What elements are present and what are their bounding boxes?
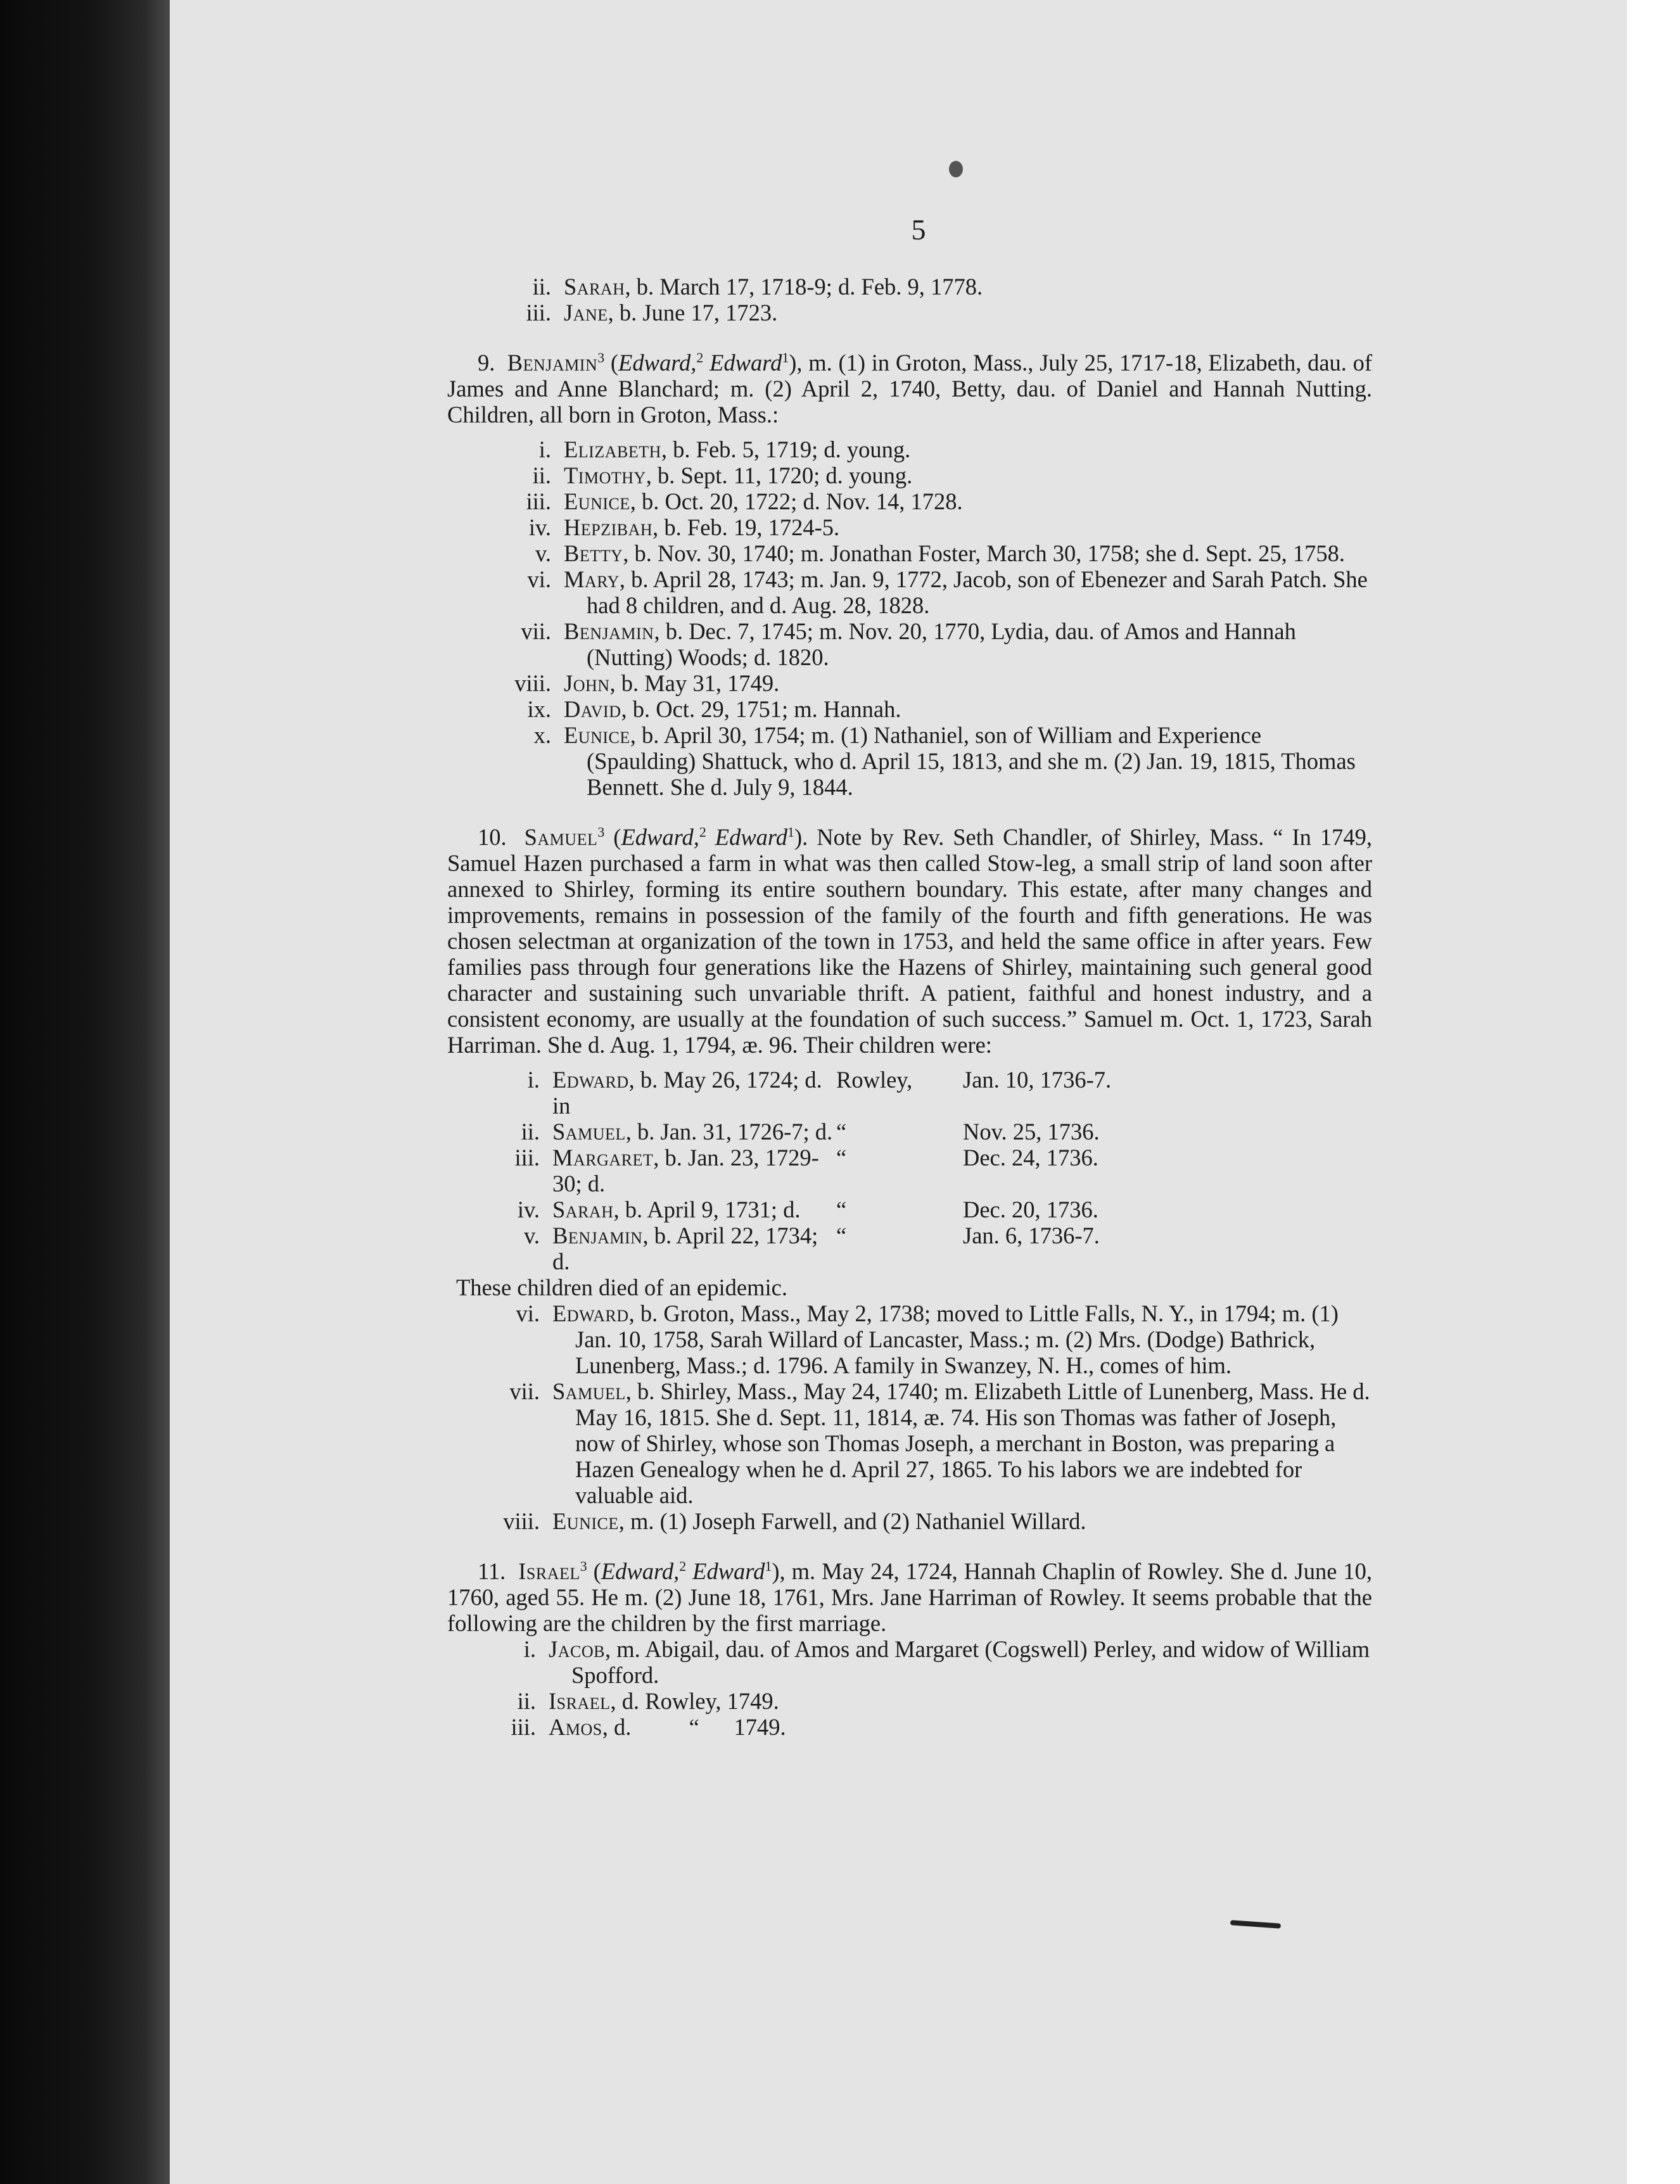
- child-name: Benjamin: [552, 1222, 643, 1248]
- child-details: , b. Sept. 11, 1720; d. young.: [646, 462, 913, 488]
- child-details: , b. April 30, 1754; m. (1) Nathaniel, son of William and Experience (Spaulding) Shattuck, who d. April 15, 1813, and she m. (2) Jan. 19, 1815, Thomas Bennett. She d. July 9, 1844.: [587, 722, 1356, 800]
- item-number: i.: [538, 436, 551, 462]
- page-number: 5: [911, 213, 926, 246]
- item-number: x.: [533, 722, 551, 748]
- child-name: John: [564, 670, 610, 696]
- item-number: ii.: [532, 274, 551, 300]
- list-item: [447, 696, 1372, 722]
- death-date: Nov. 25, 1736.: [963, 1119, 1100, 1145]
- child-details: , b. May 31, 1749.: [609, 670, 780, 696]
- child-birth: , b. Jan. 31, 1726-7; d.: [625, 1119, 833, 1145]
- child-details: , d. Rowley, 1749.: [610, 1688, 779, 1714]
- item-number: i.: [523, 1636, 536, 1662]
- entry-text: ), m. May 24, 1724, Hannah Chaplin of Rowley. She d. June 10, 1760, aged 55. He m. (2) June 18, 1761, Mrs. Jane Harriman of Rowley. It seems probable that the following are the children by the first marriage.: [447, 1558, 1373, 1636]
- child-details: , b. Nov. 30, 1740; m. Jonathan Foster, March 30, 1758; she d. Sept. 25, 1758.: [623, 540, 1346, 566]
- child-name: Jacob: [549, 1636, 605, 1662]
- item-number: v.: [535, 540, 551, 566]
- item-number: i.: [527, 1067, 540, 1093]
- item-number: ii.: [521, 1119, 540, 1145]
- child-details: , d. “ 1749.: [602, 1714, 786, 1740]
- entry-number: 10.: [478, 824, 507, 850]
- child-details: , b. Oct. 29, 1751; m. Hannah.: [621, 696, 901, 722]
- child-name: Edward: [552, 1067, 629, 1093]
- child-details: , b. June 17, 1723.: [608, 300, 778, 326]
- child-details: , b. Oct. 20, 1722; d. Nov. 14, 1728.: [630, 488, 963, 514]
- scan-white-margin: [1627, 0, 1680, 2184]
- item-number: viii.: [514, 670, 551, 696]
- list-item: [447, 274, 1372, 300]
- entry-11-paragraph: 11. Israel$^3$ (Edward,$^2$ Edward$^1$), m. May 24, 1724, Hannah Chaplin of Rowley. She d. June 10, 1760, aged 55. He m. (2) June 18, 1761, Mrs. Jane Harriman of Rowley. It seems probable that the following are the children by the first marriage.: [447, 1558, 1373, 1636]
- item-number: iii.: [526, 488, 551, 514]
- item-number: vii.: [509, 1378, 540, 1404]
- death-place: “: [836, 1119, 847, 1145]
- child-details: , m. Abigail, dau. of Amos and Margaret (Cogswell) Perley, and widow of William Spofford.: [571, 1636, 1370, 1688]
- epidemic-note: These children died of an epidemic.: [456, 1274, 787, 1300]
- list-item: [447, 436, 1372, 462]
- epidemic-row: [447, 1067, 1372, 1119]
- epidemic-row: [447, 1197, 1372, 1222]
- death-date: Jan. 6, 1736-7.: [963, 1222, 1100, 1248]
- item-number: iii.: [514, 1145, 540, 1171]
- entry-name: Israel: [518, 1558, 580, 1584]
- child-name: Timothy: [564, 462, 646, 488]
- item-number: vii.: [521, 618, 551, 644]
- list-item: [447, 514, 1372, 540]
- list-item: [447, 540, 1372, 566]
- entry-name: Samuel: [524, 824, 598, 850]
- child-birth: , b. May 26, 1724; d. in: [552, 1067, 822, 1119]
- child-details: , b. March 17, 1718-9; d. Feb. 9, 1778.: [625, 274, 983, 300]
- death-date: Dec. 20, 1736.: [963, 1197, 1098, 1222]
- child-name: Betty: [564, 540, 623, 566]
- list-item: [447, 1688, 1372, 1714]
- list-item: [447, 1508, 1372, 1534]
- entry-10-paragraph: 10. Samuel$^3$ (Edward,$^2$ Edward$^1$). Note by Rev. Seth Chandler, of Shirley, Mass. “ In 1749, Samuel Hazen purchased a farm in what was then called Stow-leg, a small strip of land soon after annexed to Shirley, forming its entire southern boundary. This estate, after many changes and improvements, remains in possession of the family of the fourth and fifth generations. He was chosen selectman at organization of the town in 1753, and held the same office in after years. Few families pass through four generations like the Hazens of Shirley, maintaining such general good character and sustaining such unvariable thrift. A patient, faithful and honest industry, and a consistent economy, are usually at the foundation of such success.” Samuel m. Oct. 1, 1723, Sarah Harriman. She d. Aug. 1, 1794, æ. 96. Their children were:: [447, 823, 1373, 1058]
- child-name: Benjamin: [564, 618, 654, 644]
- entry-number: 11.: [478, 1558, 506, 1584]
- death-place: “: [836, 1197, 847, 1222]
- grandfather-name: Edward: [692, 1558, 765, 1584]
- death-place: “: [836, 1222, 847, 1248]
- item-number: iii.: [511, 1714, 536, 1740]
- item-number: iv.: [517, 1197, 540, 1222]
- child-name: Eunice: [552, 1508, 619, 1534]
- death-date: Jan. 10, 1736-7.: [963, 1067, 1112, 1093]
- child-name: Amos: [549, 1714, 602, 1740]
- child-name: Eunice: [564, 722, 630, 748]
- child-name: Israel: [549, 1688, 611, 1714]
- child-name: Hepzibah: [564, 514, 653, 540]
- child-details: , m. (1) Joseph Farwell, and (2) Nathaniel Willard.: [618, 1508, 1086, 1534]
- scan-dark-margin: [0, 0, 170, 2184]
- generation-mark: 2: [696, 349, 704, 365]
- generation-mark: 3: [597, 349, 605, 365]
- page-text: [447, 274, 1372, 1740]
- epidemic-row: [447, 1145, 1372, 1197]
- death-place: “: [836, 1145, 847, 1171]
- item-number: vi.: [527, 566, 551, 592]
- generation-mark: 3: [597, 823, 605, 840]
- list-item: [447, 722, 1372, 800]
- child-name: Elizabeth: [564, 436, 661, 462]
- child-name: Sarah: [564, 274, 625, 300]
- item-number: iii.: [526, 300, 551, 326]
- generation-mark: 3: [580, 1558, 587, 1574]
- child-name: David: [564, 696, 621, 722]
- child-name: Jane: [564, 300, 608, 326]
- epidemic-row: [447, 1119, 1372, 1145]
- entry-number: 9.: [478, 350, 495, 376]
- child-name: Edward: [552, 1300, 629, 1326]
- child-birth: , b. April 9, 1731; d.: [613, 1197, 801, 1222]
- generation-mark: 1: [787, 823, 794, 840]
- entry-name: Benjamin: [507, 350, 598, 376]
- child-details: , b. Feb. 19, 1724-5.: [652, 514, 840, 540]
- item-number: ii.: [532, 462, 551, 488]
- child-name: Sarah: [552, 1197, 614, 1222]
- child-name: Eunice: [564, 488, 630, 514]
- child-name: Mary: [564, 566, 620, 592]
- list-item: [447, 618, 1372, 670]
- item-number: viii.: [503, 1508, 540, 1534]
- generation-mark: 1: [782, 349, 789, 365]
- child-details: , b. April 28, 1743; m. Jan. 9, 1772, Jacob, son of Ebenezer and Sarah Patch. She had 8 children, and d. Aug. 28, 1828.: [587, 566, 1368, 618]
- father-name: Edward,: [601, 1558, 680, 1584]
- child-name: Samuel: [552, 1119, 626, 1145]
- item-number: iv.: [528, 514, 551, 540]
- grandfather-name: Edward: [710, 350, 782, 376]
- child-name: Samuel: [552, 1378, 626, 1404]
- death-date: Dec. 24, 1736.: [963, 1145, 1098, 1171]
- list-item: [447, 1636, 1372, 1688]
- generation-mark: 2: [699, 823, 706, 840]
- grandfather-name: Edward: [715, 824, 788, 850]
- child-details: , b. Groton, Mass., May 2, 1738; moved to Little Falls, N. Y., in 1794; m. (1) Jan. 10, 1758, Sarah Willard of Lancaster, Mass.; m. (2) Mrs. (Dodge) Bathrick, Lunenberg, Mass.; d. 1796. A family in Swanzey, N. H., comes of him.: [575, 1300, 1339, 1378]
- list-item: [447, 1300, 1372, 1378]
- child-details: , b. Dec. 7, 1745; m. Nov. 20, 1770, Lydia, dau. of Amos and Hannah (Nutting) Woods; d. 1820.: [587, 618, 1296, 670]
- item-number: v.: [523, 1222, 540, 1248]
- list-item: [447, 488, 1372, 514]
- entry-text: ), m. (1) in Groton, Mass., July 25, 1717-18, Elizabeth, dau. of James and Anne Blanchard; m. (2) April 2, 1740, Betty, dau. of Daniel and Hannah Nutting. Children, all born in Groton, Mass.:: [447, 350, 1373, 428]
- child-birth: , b. April 22, 1734; d.: [552, 1222, 818, 1274]
- father-name: Edward,: [618, 350, 697, 376]
- list-item: [447, 1378, 1372, 1508]
- epidemic-row: [447, 1222, 1372, 1274]
- entry-text: ). Note by Rev. Seth Chandler, of Shirley, Mass. “ In 1749, Samuel Hazen purchased a farm in what was then called Stow-leg, a small strip of land soon after annexed to Shirley, forming its entire southern boundary. This estate, after many changes and improvements, remains in possession of the family of the fourth and fifth generations. He was chosen selectman at organization of the town in 1753, and held the same office in after years. Few families pass through four generations like the Hazens of Shirley, maintaining such general good character and sustaining such unvariable thrift. A patient, faithful and honest industry, and a consistent economy, are usually at the foundation of such success.” Samuel m. Oct. 1, 1723, Sarah Harriman. She d. Aug. 1, 1794, æ. 96. Their children were:: [447, 824, 1373, 1058]
- child-details: , b. Feb. 5, 1719; d. young.: [661, 436, 911, 462]
- child-name: Margaret: [552, 1145, 654, 1171]
- generation-mark: 2: [679, 1558, 687, 1574]
- list-item: [447, 300, 1372, 326]
- father-name: Edward,: [621, 824, 699, 850]
- item-number: vi.: [516, 1300, 540, 1326]
- item-number: ix.: [527, 696, 551, 722]
- list-item: [447, 1714, 1372, 1740]
- generation-mark: 1: [765, 1558, 772, 1574]
- list-item: [447, 670, 1372, 696]
- child-details: , b. Shirley, Mass., May 24, 1740; m. Elizabeth Little of Lunenberg, Mass. He d. May 16, 1815. She d. Sept. 11, 1814, æ. 74. His son Thomas was father of Joseph, now of Shirley, whose son Thomas Joseph, a merchant in Boston, was preparing a Hazen Genealogy when he d. April 27, 1865. To his labors we are indebted for valuable aid.: [575, 1378, 1370, 1508]
- child-birth: , b. Jan. 23, 1729-30; d.: [552, 1145, 819, 1197]
- ink-blot: [949, 161, 963, 177]
- death-place: Rowley,: [836, 1067, 913, 1093]
- list-item: [447, 462, 1372, 488]
- entry-9-paragraph: 9. Benjamin$^3$ (Edward,$^2$ Edward$^1$), m. (1) in Groton, Mass., July 25, 1717-18, Elizabeth, dau. of James and Anne Blanchard; m. (2) April 2, 1740, Betty, dau. of Daniel and Hannah Nutting. Children, all born in Groton, Mass.:: [447, 349, 1373, 428]
- item-number: ii.: [517, 1688, 536, 1714]
- list-item: [447, 566, 1372, 618]
